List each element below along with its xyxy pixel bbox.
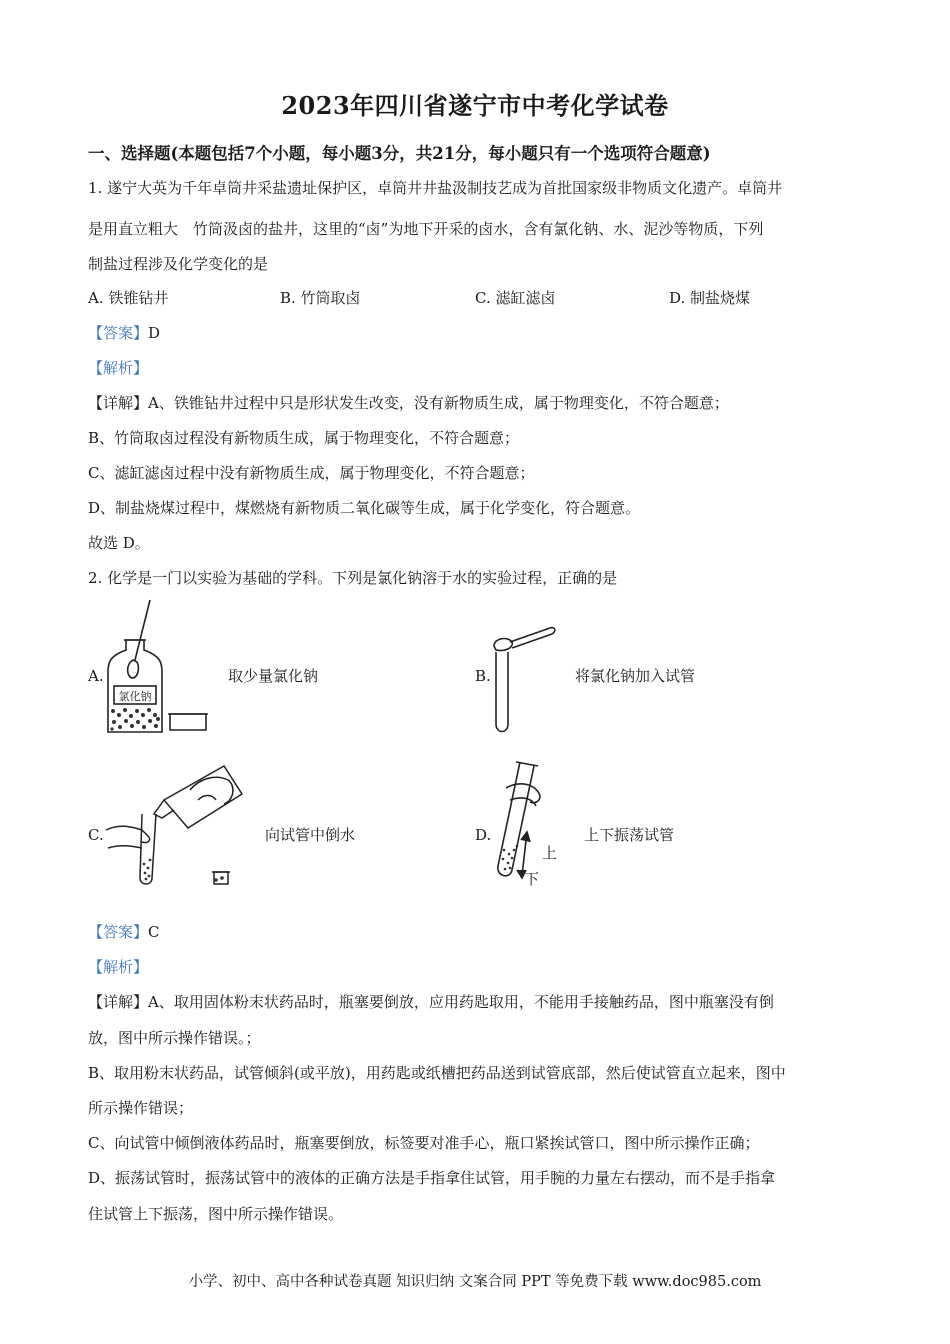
q2-option-c-letter: C. (88, 826, 104, 844)
q1-option-d: D. 制盐烧煤 (669, 289, 751, 307)
q2-option-d-caption: 上下振荡试管 (584, 826, 675, 844)
answer-tag: 【答案】 (88, 923, 149, 941)
q2-detail-line-3: B、取用粉末状药品，试管倾斜(或平放)，用药匙或纸槽把药品送到试管底部，然后使试管直立起来，图中 (88, 1064, 786, 1082)
reagent-bottle-spoon-illustration (104, 598, 214, 736)
q2-option-a-letter: A. (88, 667, 104, 685)
q2-option-b-letter: B. (475, 667, 491, 685)
q2-detail-line-4: 所示操作错误； (88, 1099, 194, 1117)
q1-detail-line-4: D、制盐烧煤过程中，煤燃烧有新物质二氧化碳等生成，属于化学变化，符合题意。 (88, 499, 641, 517)
q1-detail-line-1 (88, 393, 729, 413)
answer-value: C (148, 923, 160, 941)
q2-stem: 2. 化学是一门以实验为基础的学科。下列是氯化钠溶于水的实验过程，正确的是 (88, 569, 618, 587)
q1-analysis-tag: 【解析】 (88, 359, 149, 377)
q1-detail-line-3: C、滤缸滤卤过程中没有新物质生成，属于物理变化，不符合题意； (88, 464, 535, 482)
answer-tag: 【答案】 (88, 324, 149, 342)
detail-tag: 【详解】 (88, 993, 149, 1011)
q1-option-c: C. 滤缸滤卤 (475, 289, 556, 307)
q2-detail-line-5: C、向试管中倾倒液体药品时，瓶塞要倒放，标签要对准手心，瓶口紧挨试管口，图中所示操作正确； (88, 1134, 760, 1152)
q2-detail-line-6: D、振荡试管时，振荡试管中的液体的正确方法是手指拿住试管，用手腕的力量左右摆动，而不是手指拿 (88, 1169, 776, 1187)
q1-conclusion: 故选 D。 (88, 534, 150, 552)
up-label: 上 (542, 844, 558, 862)
page-title: 2023年四川省遂宁市中考化学试卷 (281, 91, 669, 120)
q1-stem-line-2: 是用直立粗大 竹筒汲卤的盐井，这里的“卤”为地下开采的卤水，含有氯化钠、水、泥沙等物质，下列 (88, 220, 764, 238)
q2-option-c-caption: 向试管中倒水 (265, 826, 356, 844)
q1-stem-line-1: 1. 遂宁大英为千年卓筒井采盐遗址保护区，卓筒井井盐汲制技艺成为首批国家级非物质文化遗产。卓筒井 (88, 179, 783, 197)
section-heading: 一、选择题(本题包括7个小题，每小题3分，共21分，每小题只有一个选项符合题意) (88, 144, 711, 163)
q1-option-b: B. 竹筒取卤 (280, 289, 361, 307)
q2-detail-line-1 (88, 992, 774, 1012)
detail-tag: 【详解】 (88, 394, 149, 412)
q2-detail-line-2: 放，图中所示操作错误。； (88, 1029, 261, 1047)
q2-analysis-tag: 【解析】 (88, 958, 149, 976)
q2-option-a-caption: 取少量氯化钠 (228, 667, 319, 685)
bottle-label: 氯化钠 (118, 691, 152, 703)
q2-option-d-letter: D. (475, 826, 492, 844)
page-footer: 小学、初中、高中各种试卷真题 知识归纳 文案合同 PPT 等免费下载 www.doc985.com (188, 1274, 762, 1290)
q2-answer (88, 922, 160, 942)
pour-water-illustration (104, 760, 250, 890)
detail-text: A、取用固体粉末状药品时，瓶塞要倒放，应用药匙取用，不能用手接触药品，图中瓶塞没有倒 (148, 993, 774, 1011)
q1-stem-line-3: 制盐过程涉及化学变化的是 (88, 255, 269, 273)
q2-option-b-caption: 将氯化钠加入试管 (575, 667, 696, 685)
shake-test-tube-illustration (490, 758, 570, 890)
detail-text: A、铁锥钻井过程中只是形状发生改变，没有新物质生成，属于物理变化，不符合题意； (148, 394, 729, 412)
answer-value: D (148, 324, 161, 342)
q1-answer (88, 323, 160, 343)
q1-detail-line-2: B、竹筒取卤过程没有新物质生成，属于物理变化，不符合题意； (88, 429, 520, 447)
spoon-into-test-tube-illustration (490, 624, 562, 736)
down-label: 下 (524, 870, 540, 888)
q1-option-a: A. 铁锥钻井 (88, 289, 169, 307)
q2-detail-line-7: 住试管上下振荡，图中所示操作错误。 (88, 1205, 344, 1223)
